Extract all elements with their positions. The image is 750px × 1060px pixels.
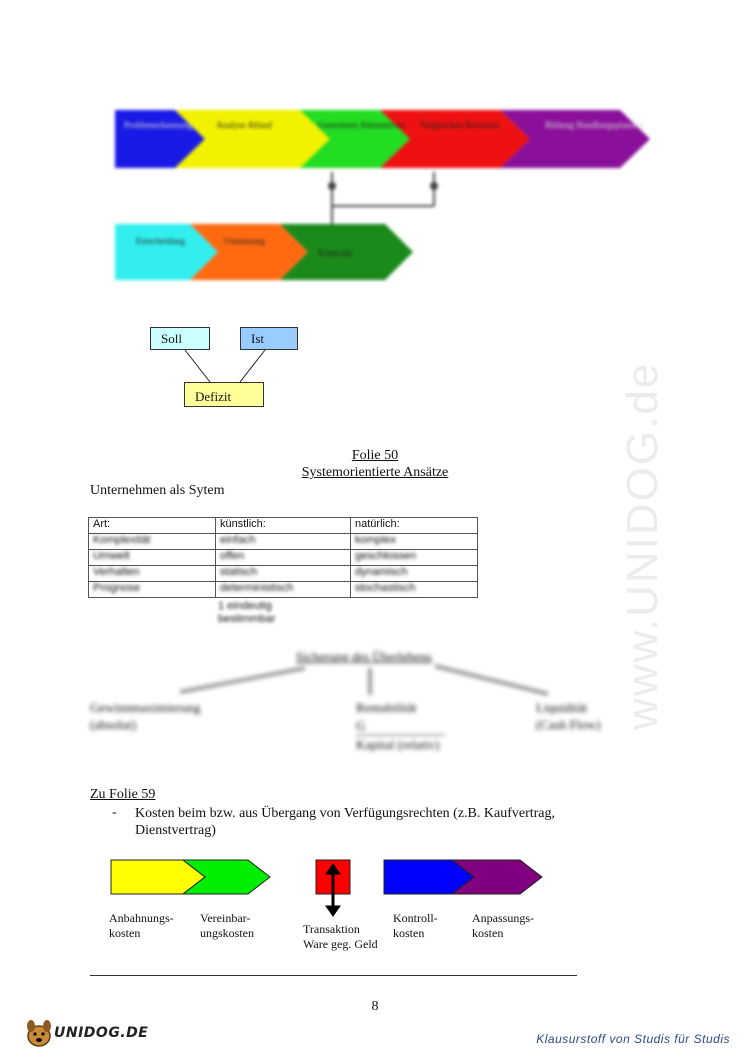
survival-mid-2: G [356, 718, 366, 733]
table-header: künstlich: [216, 518, 351, 534]
table-row: Verhalten statisch dynamisch [89, 566, 478, 582]
label-problemerkennung: Problemerkennung [124, 120, 193, 130]
label-vergleichen: Vergleichen Bewerten [420, 120, 500, 130]
bullet-text: Kosten beim bzw. aus Übergang von Verfügungsrechten (z.B. Kaufvertrag, Dienstvertrag) [135, 806, 556, 838]
cap-anbahnung-2: kosten [109, 926, 141, 940]
cap-vereinbarung-2: ungskosten [200, 926, 254, 940]
table-header: natürlich: [351, 518, 478, 534]
table-row: Prognose deterministisch stochastisch [89, 582, 478, 598]
footer-divider [90, 975, 577, 976]
folie-number: Folie 50 [351, 448, 399, 463]
survival-right-1: Liquidität [536, 700, 588, 715]
survival-mid-1: Rentabilität [356, 700, 417, 715]
cap-vereinbarung-1: Vereinbar- [200, 911, 251, 925]
page-number: 8 [371, 999, 379, 1014]
soll-box: Soll [150, 327, 210, 350]
defizit-box: Defizit [184, 382, 264, 407]
folie-title: Systemorientierte Ansätze [301, 465, 449, 480]
cap-kontroll-1: Kontroll- [393, 911, 438, 925]
table-row: Komplexität einfach komplex [89, 534, 478, 550]
ist-box: Ist [240, 327, 298, 350]
label-entscheidung: Entscheidung [136, 236, 185, 246]
cap-anbahnung-1: Anbahnungs- [109, 911, 174, 925]
zu-folie-heading: Zu Folie 59 [90, 787, 156, 802]
table-footnote: 1 eindeutig bestimmbar [218, 600, 276, 625]
cap-anpassung-1: Anpassungs- [472, 911, 534, 925]
table-header: Art: [89, 518, 216, 534]
label-umsetzung: Umsetzung [224, 236, 265, 246]
watermark: www.UNIDOG.de [618, 361, 667, 730]
footer-slogan: Klausurstoff von Studis für Studis [536, 1032, 730, 1046]
label-bildung: Bildung Handlungsplanung [545, 120, 645, 130]
label-analyse: Analyse Ablauf [216, 120, 273, 130]
survival-mid-3: Kapital (relativ) [356, 737, 440, 752]
survival-left-1: Gewinnmaximierung [90, 700, 201, 715]
logo-text: UNIDOG.DE [54, 1025, 149, 1041]
bullet-dash: - [112, 805, 117, 820]
label-generieren: Generieren Alternativen [318, 120, 405, 130]
cap-transaktion-1: Transaktion [303, 922, 360, 936]
folie-subtitle: Unternehmen als Sytem [90, 483, 225, 498]
cap-anpassung-2: kosten [472, 926, 504, 940]
survival-left-2: (absolut) [90, 717, 137, 732]
footer-logo [22, 1016, 152, 1050]
survival-top: Sicherung des Überlebens [296, 649, 432, 664]
dog-icon [22, 1016, 56, 1050]
cap-kontroll-2: kosten [393, 926, 425, 940]
table-row: Umwelt offen geschlossen [89, 550, 478, 566]
cap-transaktion-2: Ware geg. Geld [303, 937, 378, 951]
survival-right-2: (Cash Flow) [536, 717, 601, 732]
label-kontrolle: Kontrolle [318, 248, 353, 258]
